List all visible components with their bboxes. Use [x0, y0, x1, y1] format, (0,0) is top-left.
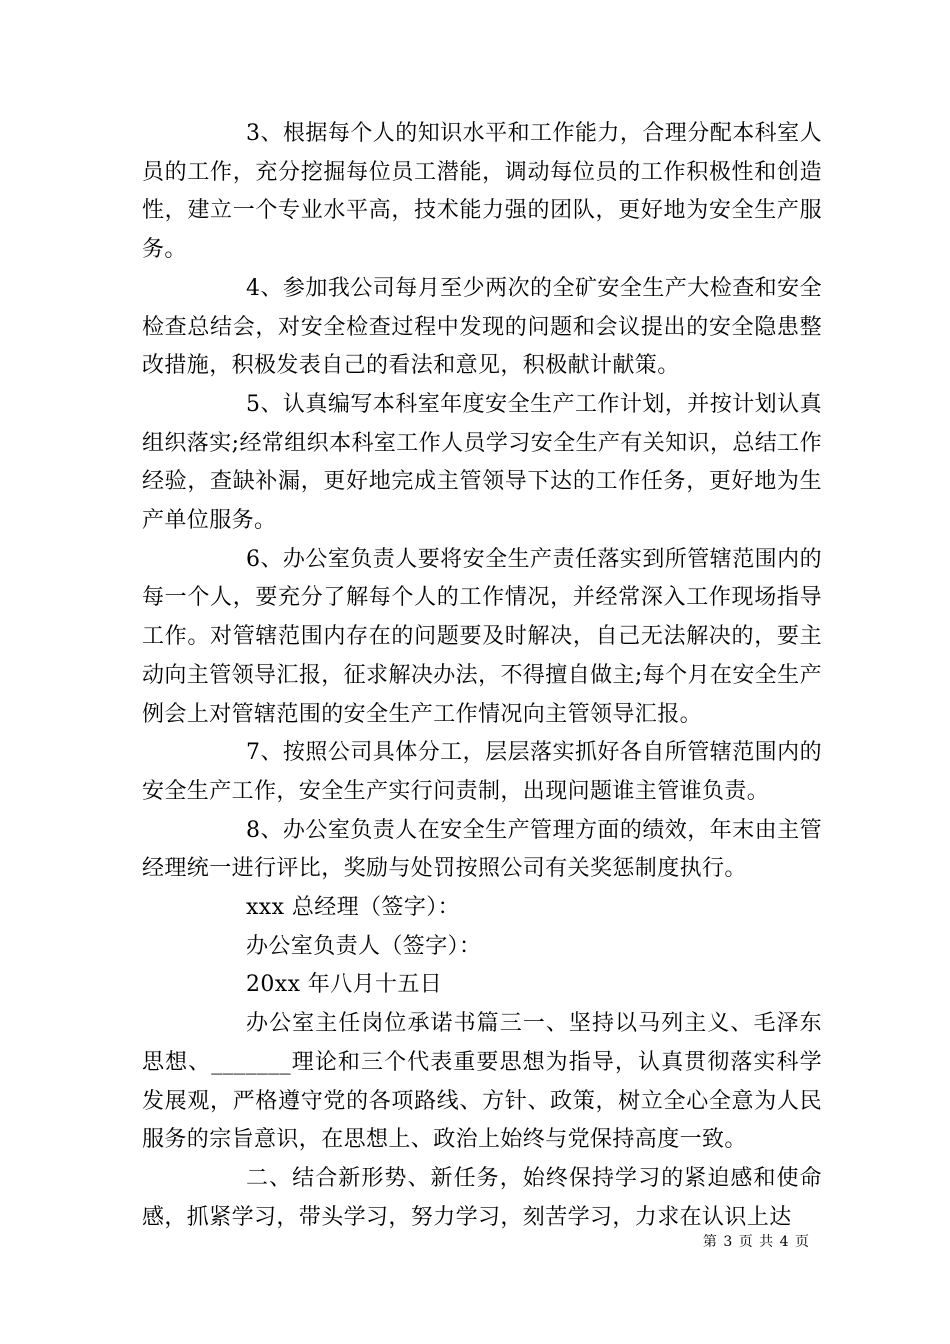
paragraph-item-3: 3、根据每个人的知识水平和工作能力，合理分配本科室人员的工作，充分挖掘每位员工潜能，调动每位员的工作积极性和创造性，建立一个专业水平高，技术能力强的团队，更好地为安全生产服务。: [142, 121, 822, 263]
paragraph-item-8: 8、办公室负责人在安全生产管理方面的绩效，年末由主管经理统一进行评比，奖励与处罚按照公司有关奖惩制度执行。: [142, 817, 822, 882]
manager-signature-line: xxx 总经理（签字）：: [246, 895, 461, 921]
date-line: 20xx 年八月十五日: [246, 972, 443, 998]
paragraph-item-4: 4、参加我公司每月至少两次的全矿安全生产大检查和安全检查总结会，对安全检查过程中发现的问题和会议提出的安全隐患整改措施，积极发表自己的看法和意见，积极献计献策。: [142, 275, 822, 379]
document-body: [142, 115, 822, 1237]
office-head-signature-line: 办公室负责人（签字）：: [246, 933, 482, 959]
paragraph-item-5: 5、认真编写本科室年度安全生产工作计划，并按计划认真组织落实;经常组织本科室工作人员学习安全生产有关知识，总结工作经验，查缺补漏，更好地完成主管领导下达的工作任务，更好地为生产单位服务。: [142, 391, 822, 534]
section-three-paragraph-2: 二、结合新形势、新任务，始终保持学习的紧迫感和使命感，抓紧学习，带头学习，努力学习，刻苦学习，力求在认识上达: [142, 1165, 822, 1230]
section-three-paragraph-1: 办公室主任岗位承诺书篇三一、坚持以马列主义、毛泽东思想、_______理论和三个代表重要思想为指导，认真贯彻落实科学发展观，严格遵守党的各项路线、方针、政策，树立全心全意为人民服务的宗旨意识，在思想上、政治上始终与党保持高度一致。: [142, 1011, 822, 1153]
paragraph-item-6: 6、办公室负责人要将安全生产责任落实到所管辖范围内的每一个人，要充分了解每个人的工作情况，并经常深入工作现场指导工作。对管辖范围内存在的问题要及时解决，自己无法解决的，要主动向主管领导汇报，征求解决办法，不得擅自做主;每个月在安全生产例会上对管辖范围的安全生产工作情况向主管领导汇报。: [142, 546, 822, 727]
page-footer: 第 3 页 共 4 页: [702, 1234, 810, 1250]
paragraph-item-7: 7、按照公司具体分工，层层落实抓好各自所管辖范围内的安全生产工作，安全生产实行问责制，出现问题谁主管谁负责。: [142, 740, 822, 804]
